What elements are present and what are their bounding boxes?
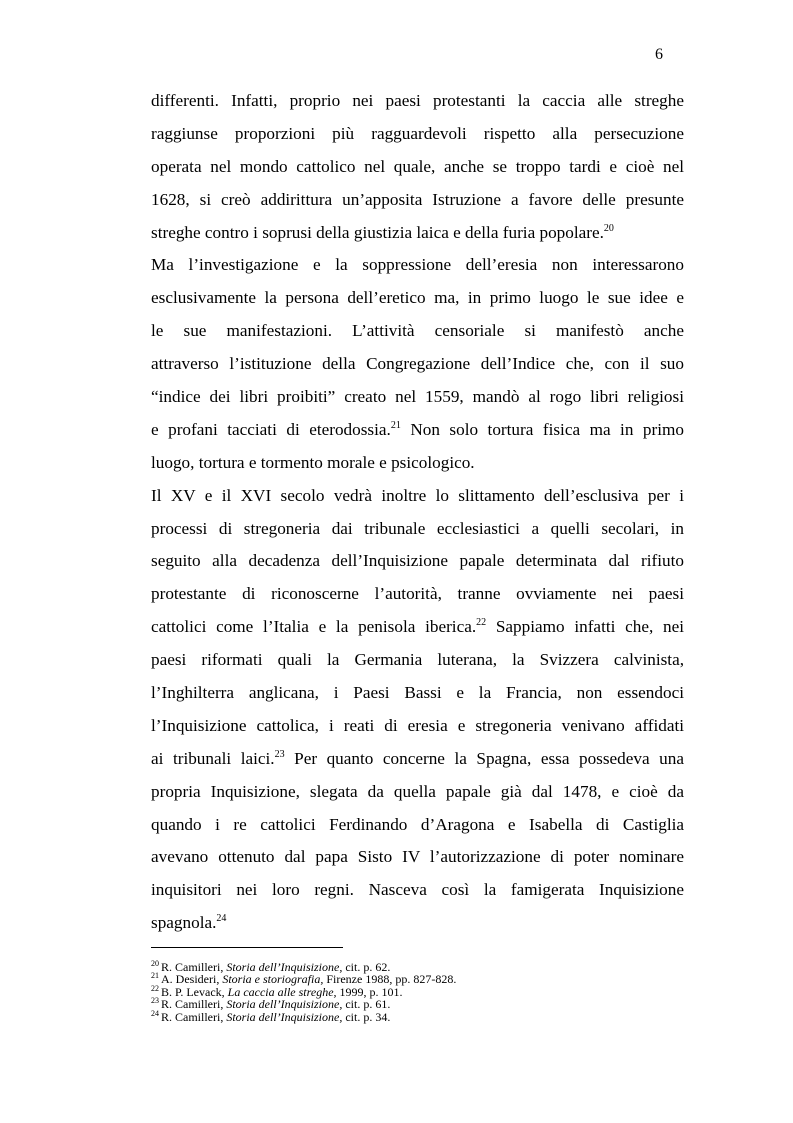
footnote-details: cit. p. 34. <box>342 1009 391 1024</box>
text-line <box>151 782 684 802</box>
text-line <box>151 453 684 473</box>
text-segment: differenti. Infatti, proprio nei paesi protestanti la caccia alle streghe <box>151 91 684 110</box>
text-line <box>151 716 684 736</box>
text-segment: paesi riformati quali la Germania luterana, la Svizzera calvinista, <box>151 650 684 670</box>
text-segment: attraverso l’istituzione della Congregazione dell’Indice che, con il suo <box>151 354 684 374</box>
footnote-author: A. Desideri, <box>161 972 223 987</box>
text-line <box>151 617 684 637</box>
text-segment: e profani tacciati di eterodossia. <box>151 419 391 439</box>
footnote-author: R. Camilleri, <box>161 1009 227 1024</box>
text-line <box>151 815 684 835</box>
text-segment: inquisitori nei loro regni. Nasceva così la famigerata Inquisizione <box>151 880 684 900</box>
footnote-ref: 24 <box>216 913 227 925</box>
text-line <box>151 847 684 867</box>
footnote-details: Firenze 1988, pp. 827-828. <box>323 972 457 987</box>
footnote-details: cit. p. 61. <box>342 997 391 1012</box>
body-text <box>151 91 684 946</box>
footnote-ref: 21 <box>390 419 401 431</box>
text-segment: l’Inghilterra anglicana, i Paesi Bassi e la Francia, non essendoci <box>151 683 684 703</box>
text-line <box>151 124 684 144</box>
footnote-details: 1999, p. 101. <box>336 984 403 999</box>
text-segment: Il XV e il XVI secolo vedrà inoltre lo slittamento dell’esclusiva per i <box>151 485 684 505</box>
text-line <box>151 519 684 539</box>
text-segment: processi di stregoneria dai tribunale ecclesiastici a quelli secolari, in <box>151 518 684 538</box>
text-segment: esclusivamente la persona dell’eretico ma, in primo luogo le sue idee e <box>151 288 684 308</box>
footnote-title: La caccia alle streghe, <box>227 984 337 999</box>
footnote-author: B. P. Levack, <box>161 984 228 999</box>
footnote-author: R. Camilleri, <box>161 997 227 1012</box>
text-line <box>151 255 684 275</box>
footnote-title: Storia dell’Inquisizione, <box>226 960 343 974</box>
text-line <box>151 880 684 900</box>
text-segment: Sappiamo infatti che, nei <box>486 617 684 637</box>
text-line <box>151 650 684 670</box>
text-segment: Non solo tortura fisica ma in primo <box>400 419 684 439</box>
text-line <box>151 223 684 243</box>
text-line <box>151 584 684 604</box>
text-line <box>151 354 684 374</box>
footnote-number: 20 <box>151 959 159 968</box>
text-line <box>151 157 684 177</box>
text-segment: operata nel mondo cattolico nel quale, anche se troppo tardi e cioè nel <box>151 156 684 176</box>
text-line <box>151 288 684 308</box>
text-line <box>151 420 684 440</box>
text-segment: luogo, tortura e tormento morale e psicologico. <box>151 452 475 472</box>
footnote-number: 21 <box>151 971 159 981</box>
text-line <box>151 551 684 571</box>
text-segment: raggiunse proporzioni più ragguardevoli rispetto alla persecuzione <box>151 123 684 143</box>
text-segment: Per quanto concerne la Spagna, essa possedeva una <box>284 748 684 768</box>
footnote-ref: 23 <box>274 748 285 760</box>
text-segment: propria Inquisizione, slegata da quella papale già dal 1478, e cioè da <box>151 781 684 801</box>
text-line <box>151 749 684 769</box>
footnotes <box>151 961 691 1023</box>
text-line <box>151 913 684 933</box>
footnote-title: Storia dell’Inquisizione, <box>226 1009 343 1024</box>
text-segment: spagnola. <box>151 913 217 933</box>
text-segment: “indice dei libri proibiti” creato nel 1559, mandò al rogo libri religiosi <box>151 387 684 407</box>
footnote-number: 24 <box>151 1008 159 1018</box>
page-number: 6 <box>655 46 663 63</box>
footnote-number: 22 <box>151 983 159 993</box>
footnote-details: cit. p. 62. <box>342 960 391 974</box>
text-line <box>151 321 684 341</box>
footnote-ref: 22 <box>476 617 487 629</box>
text-segment: avevano ottenuto dal papa Sisto IV l’autorizzazione di poter nominare <box>151 847 684 867</box>
text-segment: protestante di riconoscerne l’autorità, tranne ovviamente nei paesi <box>151 584 684 604</box>
text-line <box>151 486 684 506</box>
footnote <box>151 1008 691 1024</box>
footnote-title: Storia e storiografia, <box>222 972 324 987</box>
text-line <box>151 91 684 111</box>
footnote-number: 23 <box>151 996 159 1006</box>
footnote-ref: 20 <box>603 222 614 234</box>
text-line <box>151 387 684 407</box>
text-segment: streghe contro i soprusi della giustizia laica e della furia popolare. <box>151 222 604 242</box>
text-segment: le sue manifestazioni. L’attività censoriale si manifestò anche <box>151 321 684 341</box>
text-segment: Ma l’investigazione e la soppressione dell’eresia non interessarono <box>151 255 684 275</box>
text-segment: 1628, si creò addirittura un’apposita Istruzione a favore delle presunte <box>151 189 684 209</box>
footnote-separator <box>151 947 343 948</box>
footnote-title: Storia dell’Inquisizione, <box>226 997 343 1012</box>
text-segment: seguito alla decadenza dell’Inquisizione papale determinata dal rifiuto <box>151 551 684 571</box>
text-segment: cattolici come l’Italia e la penisola iberica. <box>151 617 477 637</box>
text-segment: quando i re cattolici Ferdinando d’Aragona e Isabella di Castiglia <box>151 814 684 834</box>
footnote-author: R. Camilleri, <box>161 960 227 974</box>
text-segment: l’Inquisizione cattolica, i reati di eresia e stregoneria venivano affidati <box>151 715 684 735</box>
text-segment: ai tribunali laici. <box>151 748 275 768</box>
text-line <box>151 683 684 703</box>
text-line <box>151 190 684 210</box>
